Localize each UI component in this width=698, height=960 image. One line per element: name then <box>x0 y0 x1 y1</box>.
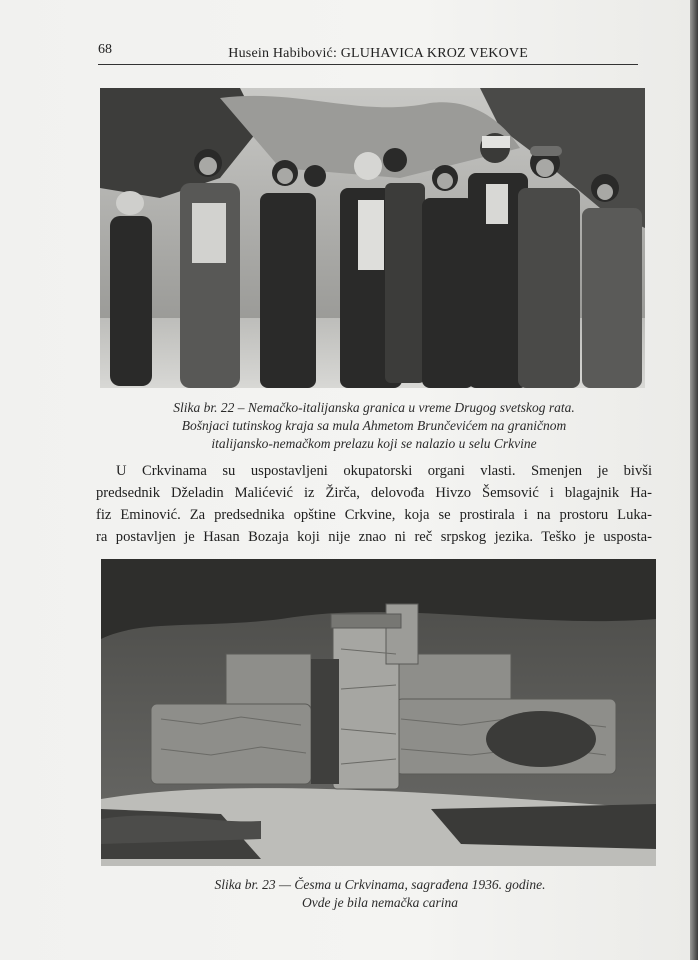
figure-caption-23 <box>120 876 640 912</box>
caption-line: Slika br. 22 – Nemačko-italijanska granica u vreme Drugog svetskog rata. <box>173 400 575 415</box>
caption-line: Slika br. 23 — Česma u Crkvinama, sagrađena 1936. godine. <box>214 877 546 892</box>
body-line: fiz Eminović. Za predsednika opštine Crkvine, koja se prostirala i na prostoru Luka- <box>96 507 652 523</box>
page-number: 68 <box>98 42 112 57</box>
body-line: predsednik Dželadin Malićević iz Žirča, delovođa Hivzo Šemsović i blagajnik Ha- <box>96 485 652 501</box>
body-paragraph <box>96 460 652 548</box>
group-photo <box>100 88 645 388</box>
body-line: ra postavljen je Hasan Bozaja koji nije znao ni reč srpskog jezika. Teško je usposta- <box>96 529 652 545</box>
body-line: U Crkvinama su uspostavljeni okupatorski organi vlasti. Smenjen je bivši <box>116 463 652 479</box>
fountain-photo <box>101 559 656 866</box>
figure-caption-22 <box>96 399 652 453</box>
caption-line: Ovde je bila nemačka carina <box>302 895 458 910</box>
caption-line: italijansko-nemačkom prelazu koji se nalazio u selu Crkvine <box>211 436 537 451</box>
page-edge <box>690 0 698 960</box>
running-title: Husein Habibović: GLUHAVICA KROZ VEKOVE <box>228 46 528 61</box>
page-header <box>98 40 638 65</box>
caption-line: Bošnjaci tutinskog kraja sa mula Ahmetom Brunčevićem na graničnom <box>181 418 567 433</box>
